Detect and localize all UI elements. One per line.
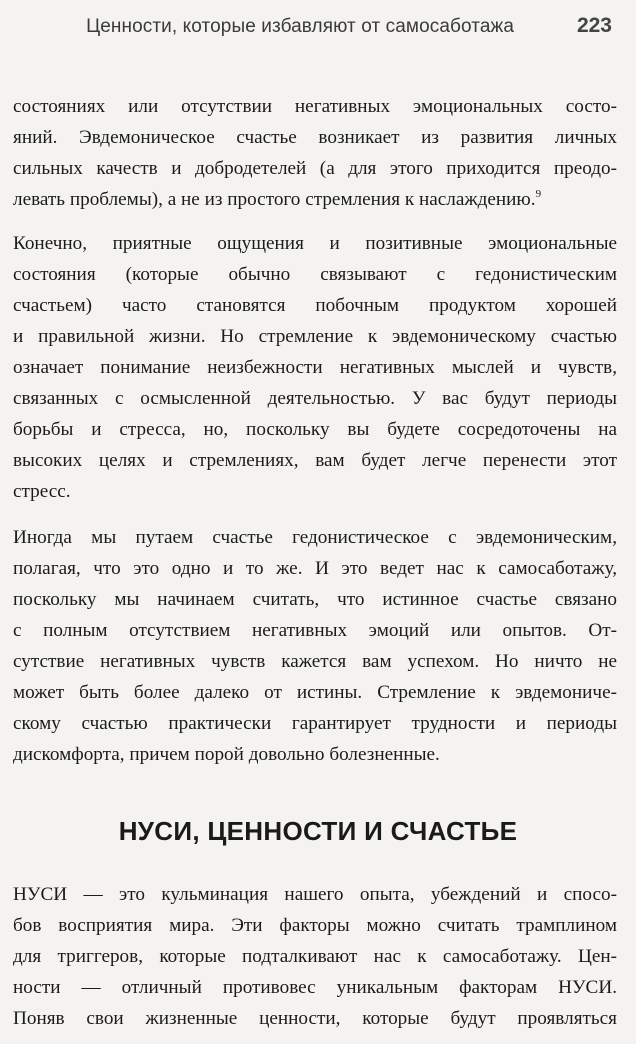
text-line: сильных качеств и добродетелей (а для этого приходится преодо- [13, 158, 617, 179]
text-line: для триггеров, которые подталкивают нас к самосаботажу. Цен- [13, 946, 617, 967]
text-line: состояниях или отсутствии негативных эмоциональных состо- [13, 96, 617, 117]
text-line: бов восприятия мира. Эти факторы можно считать трамплином [13, 915, 617, 936]
text-line: дискомфорта, причем порой довольно болезненные. [13, 744, 440, 765]
text-line: и правильной жизни. Но стремление к эвдемоническому счастью [13, 326, 617, 347]
text-line: означает понимание неизбежности негативных мыслей и чувств, [13, 357, 617, 378]
text-line: связанных с осмысленной деятельностью. У вас будут периоды [13, 388, 617, 409]
text-line: счастьем) часто становятся побочным продуктом хорошей [13, 295, 617, 316]
paragraph-1 [13, 91, 617, 215]
page-number: 223 [576, 14, 612, 37]
text-line: может быть более далеко от истины. Стремление к эвдемониче- [13, 682, 617, 703]
paragraph-2 [13, 228, 617, 507]
text-line: стресс. [13, 481, 71, 502]
text-line: скому счастью практически гарантирует трудности и периоды [13, 713, 617, 734]
running-header [0, 14, 612, 42]
text-line: состояния (которые обычно связывают с гедонистическим [13, 264, 617, 285]
text-line: сутствие негативных чувств кажется вам успехом. Но ничто не [13, 651, 617, 672]
text-line: борьбы и стресса, но, поскольку вы будете сосредоточены на [13, 419, 617, 440]
text-line: высоких целях и стремлениях, вам будет легче перенести этот [13, 450, 617, 471]
section-heading: НУСИ, ЦЕННОСТИ И СЧАСТЬЕ [118, 816, 518, 846]
running-title: Ценности, которые избавляют от самосаботажа [86, 16, 514, 37]
paragraph-3 [13, 522, 617, 770]
text-line: НУСИ — это кульминация нашего опыта, убеждений и спосо- [13, 884, 617, 905]
text-line: полагая, что это одно и то же. И это ведет нас к самосаботажу, [13, 558, 617, 579]
text-line: поскольку мы начинаем считать, что истинное счастье связано [13, 589, 617, 610]
text-line: с полным отсутствием негативных эмоций или опытов. От- [13, 620, 617, 641]
text-line: Конечно, приятные ощущения и позитивные эмоциональные [13, 233, 617, 254]
text-line: Поняв свои жизненные ценности, которые будут проявляться [13, 1008, 617, 1029]
text-line [13, 184, 617, 215]
text-line: яний. Эвдемоническое счастье возникает из развития личных [13, 127, 617, 148]
paragraph-4 [13, 879, 617, 1034]
text-line: Иногда мы путаем счастье гедонистическое с эвдемоническим, [13, 527, 617, 548]
footnote-ref[interactable]: 9 [535, 188, 542, 200]
text-line: ности — отличный противовес уникальным факторам НУСИ. [13, 977, 617, 998]
text-line-content: левать проблемы), а не из простого стремления к наслаждению. [13, 189, 536, 210]
